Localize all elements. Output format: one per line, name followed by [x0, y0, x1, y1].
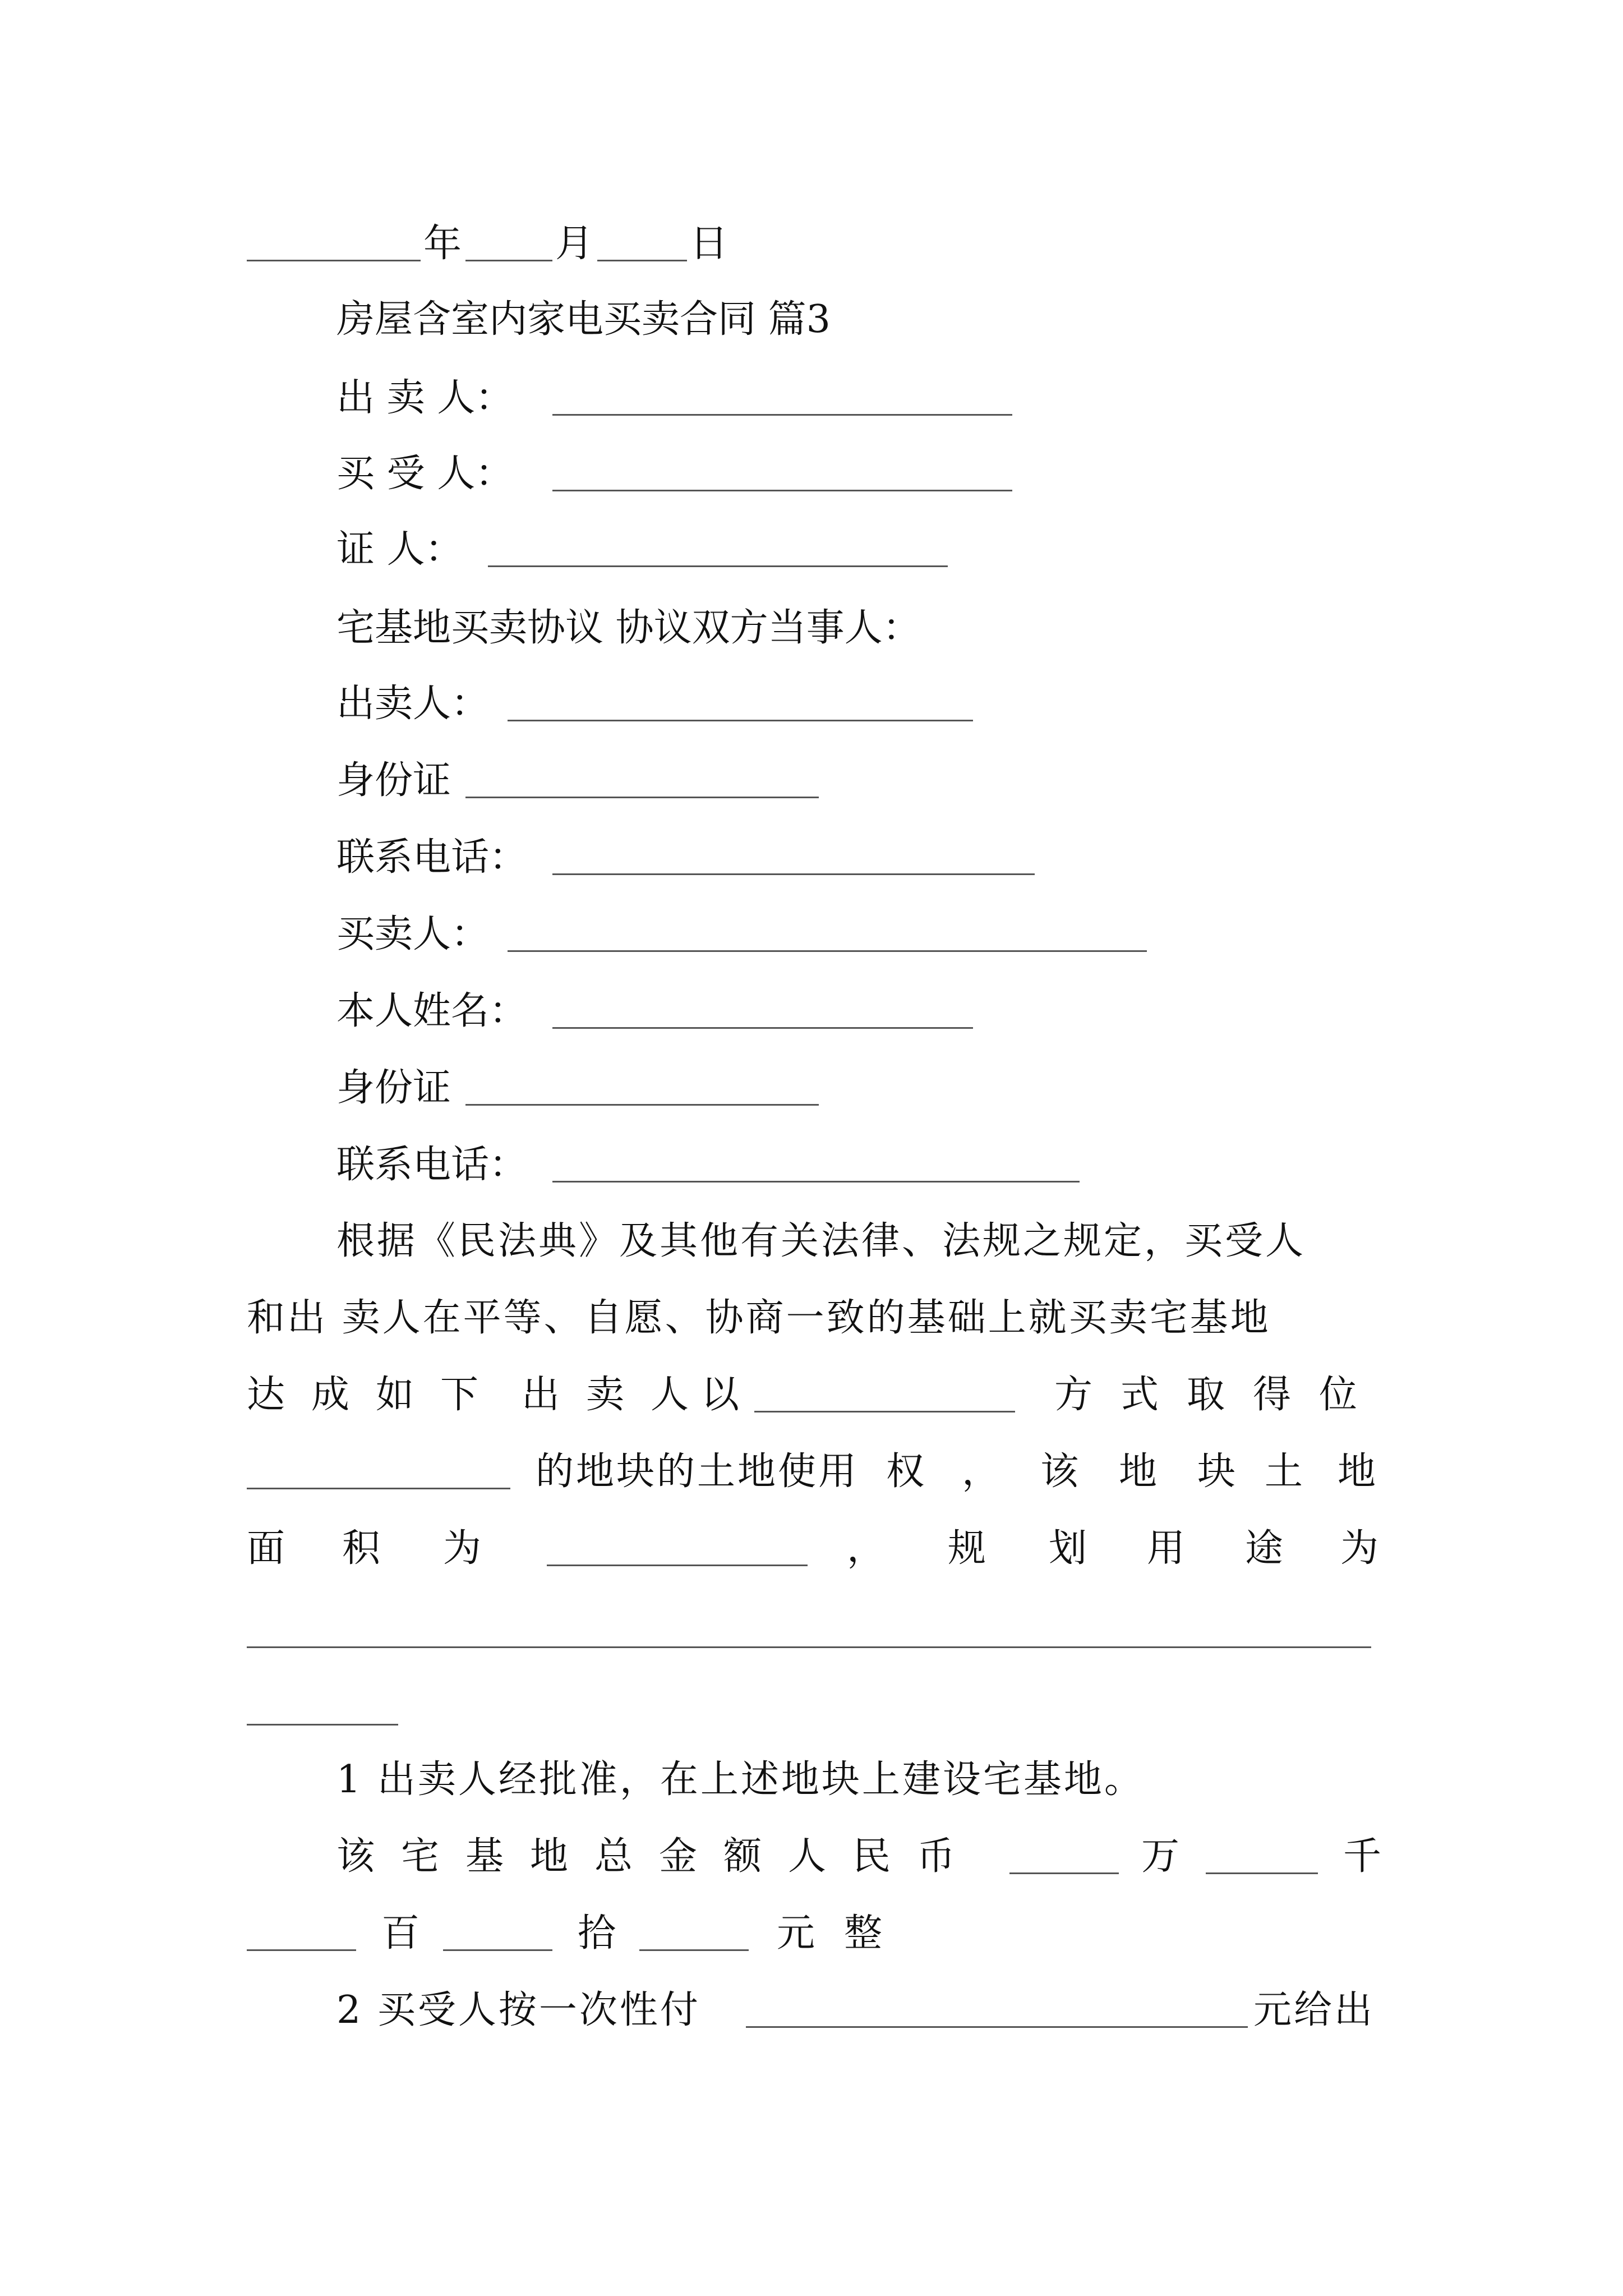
p1-line3-c4: 出 [522, 1373, 560, 1417]
amount-h1: 宅 [401, 1834, 440, 1879]
p1-line5-t0: ， [847, 1526, 886, 1571]
p1-line5-t4: 途 [1245, 1526, 1284, 1571]
amount-qian-blank[interactable] [1206, 1872, 1318, 1874]
p1-line4-mid: 的地块的土地使用 [536, 1450, 859, 1494]
seller-field-label: 出卖人： [336, 682, 490, 726]
seller-field-blank[interactable] [508, 720, 973, 721]
name-blank[interactable] [552, 1027, 973, 1029]
amount-h6: 额 [723, 1834, 762, 1879]
p1-line4-t6: 地 [1338, 1450, 1376, 1494]
p1-line4-t5: 土 [1265, 1450, 1303, 1494]
amount-h2: 基 [465, 1834, 504, 1879]
seller-blank[interactable] [552, 414, 1012, 416]
p1-line3-c6: 人 [651, 1373, 689, 1417]
p1-line5-t5: 为 [1340, 1526, 1379, 1571]
phone-label-1: 联系电话： [336, 835, 528, 880]
buyer-blank[interactable] [552, 490, 1012, 491]
month-blank[interactable] [465, 260, 552, 261]
amount-h3: 地 [530, 1834, 569, 1879]
phone-label-2: 联系电话： [336, 1143, 528, 1187]
amount-shi-blank[interactable] [443, 1949, 552, 1951]
witness-label: 证 人： [336, 527, 463, 572]
amount-wan-blank[interactable] [1009, 1872, 1119, 1874]
day-blank[interactable] [597, 260, 687, 261]
p1-line3-c0: 达 [247, 1373, 285, 1417]
p1-line5-t3: 用 [1147, 1526, 1186, 1571]
year-blank[interactable] [247, 260, 421, 261]
amount-h4: 总 [594, 1834, 633, 1879]
id-card-blank-1[interactable] [465, 797, 819, 798]
witness-blank[interactable] [488, 565, 948, 567]
p1-line3-c3: 下 [440, 1373, 479, 1417]
id-card-label-1: 身份证 [336, 758, 451, 803]
phone-blank-2[interactable] [552, 1181, 1080, 1182]
planned-use-blank[interactable] [247, 1646, 1371, 1648]
unit-shi: 拾 [578, 1911, 616, 1955]
unit-yuan: 元 [777, 1911, 815, 1955]
p1-line3-c5: 卖 [586, 1373, 625, 1417]
buyer-label: 买 受 人： [336, 452, 514, 496]
amount-h8: 民 [852, 1834, 891, 1879]
p1-line5-h0: 面 [247, 1526, 285, 1571]
year-label: 年 [423, 222, 462, 266]
item-2-head: 2 买受人按一次性付 [336, 1988, 700, 2032]
name-label: 本人姓名： [336, 989, 528, 1033]
id-card-blank-2[interactable] [465, 1104, 819, 1106]
area-blank[interactable] [547, 1565, 808, 1566]
unit-zheng: 整 [844, 1911, 883, 1955]
phone-blank-1[interactable] [552, 873, 1035, 875]
paragraph-line-1: 根据《民法典》及其他有关法律、法规之规定，买受人 [336, 1219, 1306, 1263]
p1-line3-t2: 取 [1187, 1373, 1225, 1417]
p1-line5-t1: 规 [948, 1526, 986, 1571]
location-blank[interactable] [247, 1488, 510, 1489]
p1-line3-c1: 成 [311, 1373, 350, 1417]
p1-line3-t3: 得 [1253, 1373, 1292, 1417]
buyer-field-blank[interactable] [508, 950, 1147, 952]
id-card-label-2: 身份证 [336, 1066, 451, 1110]
paragraph-line-2: 和出 卖人在平等、自愿、协商一致的基础上就买卖宅基地 [247, 1296, 1271, 1340]
agreement-heading: 宅基地买卖协议 协议双方当事人： [336, 606, 921, 650]
amount-h7: 人 [788, 1834, 827, 1879]
payment-blank[interactable] [746, 2026, 1248, 2028]
amount-h9: 币 [917, 1834, 956, 1879]
p1-line4-t0: 权 [886, 1450, 925, 1494]
amount-yuan-blank[interactable] [639, 1949, 749, 1951]
p1-line3-c7: 以 [701, 1373, 740, 1417]
p1-line3-t4: 位 [1319, 1373, 1358, 1417]
day-label: 日 [690, 222, 728, 266]
amount-h0: 该 [336, 1834, 375, 1879]
contract-heading: 房屋含室内家电买卖合同 篇3 [336, 297, 831, 342]
seller-label: 出 卖 人： [336, 376, 514, 420]
p1-line3-t1: 式 [1121, 1373, 1159, 1417]
item-2-tail: 元给出 [1253, 1988, 1375, 2032]
unit-qian: 千 [1343, 1834, 1382, 1879]
buyer-field-label: 买卖人： [336, 912, 490, 956]
planned-use-blank-cont[interactable] [247, 1724, 398, 1726]
p1-line3-c2: 如 [376, 1373, 414, 1417]
amount-h5: 金 [659, 1834, 698, 1879]
p1-line4-t4: 块 [1197, 1450, 1236, 1494]
p1-line5-h2: 为 [443, 1526, 482, 1571]
p1-line5-h1: 积 [342, 1526, 381, 1571]
unit-wan: 万 [1141, 1834, 1180, 1879]
item-1: 1 出卖人经批准，在上述地块上建设宅基地。 [336, 1757, 1145, 1802]
p1-line3-t0: 方 [1054, 1373, 1093, 1417]
unit-bai: 百 [381, 1911, 420, 1955]
p1-line4-t3: 地 [1119, 1450, 1158, 1494]
p1-line5-t2: 划 [1049, 1526, 1087, 1571]
month-label: 月 [555, 222, 594, 266]
amount-bai-blank[interactable] [247, 1949, 356, 1951]
p1-line4-t1: ， [962, 1450, 1000, 1494]
p1-line4-t2: 该 [1040, 1450, 1079, 1494]
acquisition-method-blank[interactable] [754, 1411, 1015, 1412]
